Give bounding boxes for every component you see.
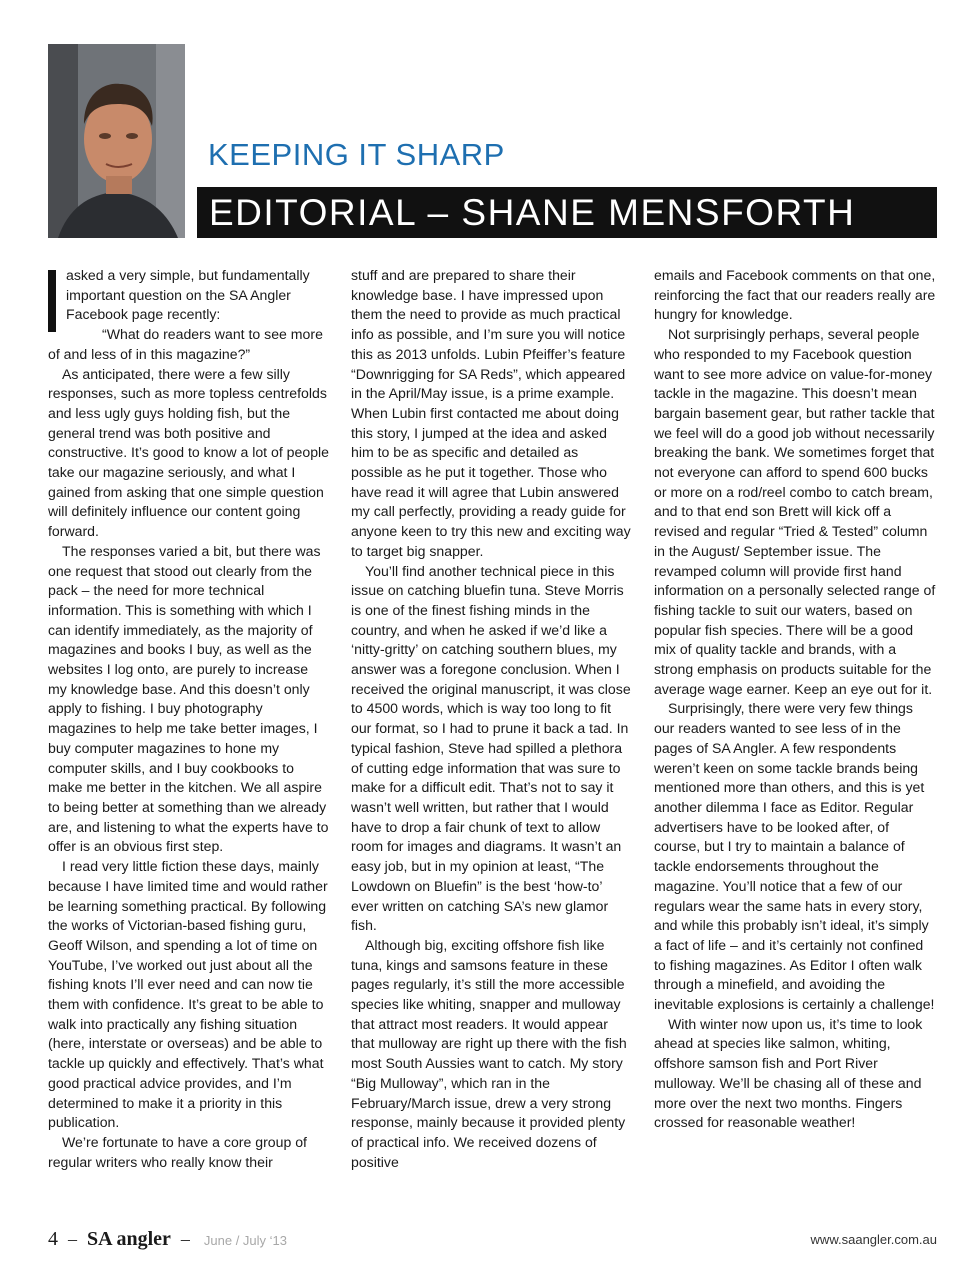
- paragraph: With winter now upon us, it’s time to look ahead at species like salmon, whiting, offshore samson fish and Port River mulloway. We’ll be chasing all of these and more over the next two months. Fingers crossed for reasonable weather!: [654, 1015, 923, 1131]
- paragraph: You’ll find another technical piece in this issue on catching bluefin tuna. Steve Morris is one of the finest fishing minds in the country, and when he asked if we’d like a ‘nitty-gritty’ on catching southern blues, my answer was a foregone conclusion. When I received the original manuscript, it was close to 4500 words, which is way too long to fit our format, so I had to prune it back a tad. In typical fashion, Steve had spilled a plethora of cutting edge information that was sure to make for a difficult edit. That’s not to say it wasn’t well written, but rather that I would have to drop a fair chunk of text to allow room for images and diagrams. It wasn’t an easy job, but in my opinion at least, “The Lowdown on Bluefin” is the best ‘how-to’ ever written on catching SA’s new glamor fish.: [351, 562, 631, 934]
- portrait-illustration: [48, 44, 185, 238]
- page-number: 4: [48, 1228, 58, 1250]
- paragraph: asked a very simple, but fundamentally important question on the SA Angler Facebook page recently:: [66, 267, 310, 323]
- article-body: [48, 266, 937, 1216]
- issue-date: June / July ‘13: [203, 1233, 288, 1248]
- editorial-title-banner: EDITORIAL – SHANE MENSFORTH: [197, 187, 937, 238]
- article-column-2: [351, 266, 633, 1172]
- article-column-1: [48, 266, 330, 1172]
- paragraph: We’re fortunate to have a core group of regular writers who really know their: [48, 1133, 307, 1170]
- website-link[interactable]: www.saangler.com.au: [810, 1232, 937, 1247]
- paragraph: As anticipated, there were a few silly responses, such as more topless centrefolds and less ugly guys holding fish, but the general trend was both positive and constructive. It’s good to know a lot of people take our magazine seriously, and what I gained from asking that one simple question will definitely influence our content going forward.: [48, 365, 330, 540]
- paragraph: Not surprisingly perhaps, several people who responded to my Facebook question want to see more advice on value-for-money tackle in the magazine. This doesn’t mean bargain basement gear, but rather tackle that we feel will do a good job without necessarily breaking the bank. We sometimes forget that not everyone can afford to spend 600 bucks or more on a rod/reel combo to catch bream, and to that end son Brett will kick off a revised and regular “Tried & Tested” column in the August/ September issue. The revamped column will provide first hand information on a personally selected range of fishing tackle to suit our waters, based on popular fish species. There will be a good mix of quality tackle and brands, with a strong emphasis on products suitable for the average wage earner. Keep an eye out for it.: [654, 326, 936, 697]
- paragraph: “What do readers want to see more of and less of in this magazine?”: [48, 326, 323, 362]
- section-kicker: KEEPING IT SHARP: [208, 137, 505, 172]
- paragraph: Surprisingly, there were very few things our readers wanted to see less of in the pages of SA Angler. A few respondents weren’t keen on some tackle brands being mentioned more than others, and this is yet another dilemma I face as Editor. Regular advertisers have to be looked after, of course, but I try to maintain a balance of tackle endorsements throughout the magazine. You’ll notice that a few of our regulars wear the same hats in every story, and while this probably isn’t ideal, it’s simply a fact of life – and it’s certainly not confined to fishing magazines. As Editor I often walk through a minefield, and avoiding the inevitable explosions is certainly a challenge!: [654, 700, 935, 1013]
- paragraph: I read very little fiction these days, mainly because I have limited time and would rather be learning something practical. By following the works of Victorian-based fishing guru, Geoff Wilson, and spending a lot of time on YouTube, I’ve worked out just about all the fishing knots I’ll ever need and can now tie them with confidence. It’s great to be able to walk into practically any fishing situation (here, interstate or overseas) and be able to tackle up quickly and effectively. That’s what good practical advice provides, and I’m determined to make it a priority in this publication.: [48, 858, 328, 1131]
- footer-separator: –: [180, 1229, 190, 1249]
- drop-cap: [48, 270, 56, 332]
- paragraph: The responses varied a bit, but there was one request that stood out clearly from the pack – the need for more technical information. This is something with which I can identify immediately, as the majority of magazines and books I buy, as well as the websites I log onto, are purely to increase my knowledge base. And this doesn’t only apply to fishing. I buy photography magazines to help me take better images, I buy computer magazines to hone my computer skills, and I buy cookbooks to make me better in the kitchen. We all aspire to being better at something than we already are, and listening to what the experts have to offer is an obvious first step.: [48, 542, 329, 855]
- editor-portrait: [48, 44, 185, 238]
- page-footer: [48, 1228, 937, 1250]
- paragraph: stuff and are prepared to share their knowledge base. I have impressed upon them the need to provide as much practical info as possible, and I’m sure you will notice this as 2013 unfolds. Lubin Pfeiffer’s feature “Downrigging for SA Reds”, which appeared in the April/May issue, is a prime example. When Lubin first contacted me about doing this story, I jumped at the idea and asked him to be as specific and detailed as possible as he put it together. Those who have read it will agree that Lubin answered my call perfectly, providing a ready guide for anyone keen to try this new and exciting way to target big snapper.: [351, 267, 631, 559]
- photo-divider: [185, 44, 197, 238]
- magazine-name: SA angler: [87, 1228, 171, 1250]
- footer-separator: –: [68, 1229, 77, 1249]
- paragraph: emails and Facebook comments on that one, reinforcing the fact that our readers really are hungry for knowledge.: [654, 267, 936, 323]
- paragraph: Although big, exciting offshore fish like tuna, kings and samsons feature in these pages regularly, it’s still the more accessible species like whiting, snapper and mulloway that attract most readers. It would appear that mulloway are right up there with the fish most South Aussies want to catch. My story “Big Mulloway”, which ran in the February/March issue, drew a very strong response, mainly because it provided plenty of practical info. We received dozens of positive: [351, 936, 627, 1170]
- article-column-3: [654, 266, 936, 1133]
